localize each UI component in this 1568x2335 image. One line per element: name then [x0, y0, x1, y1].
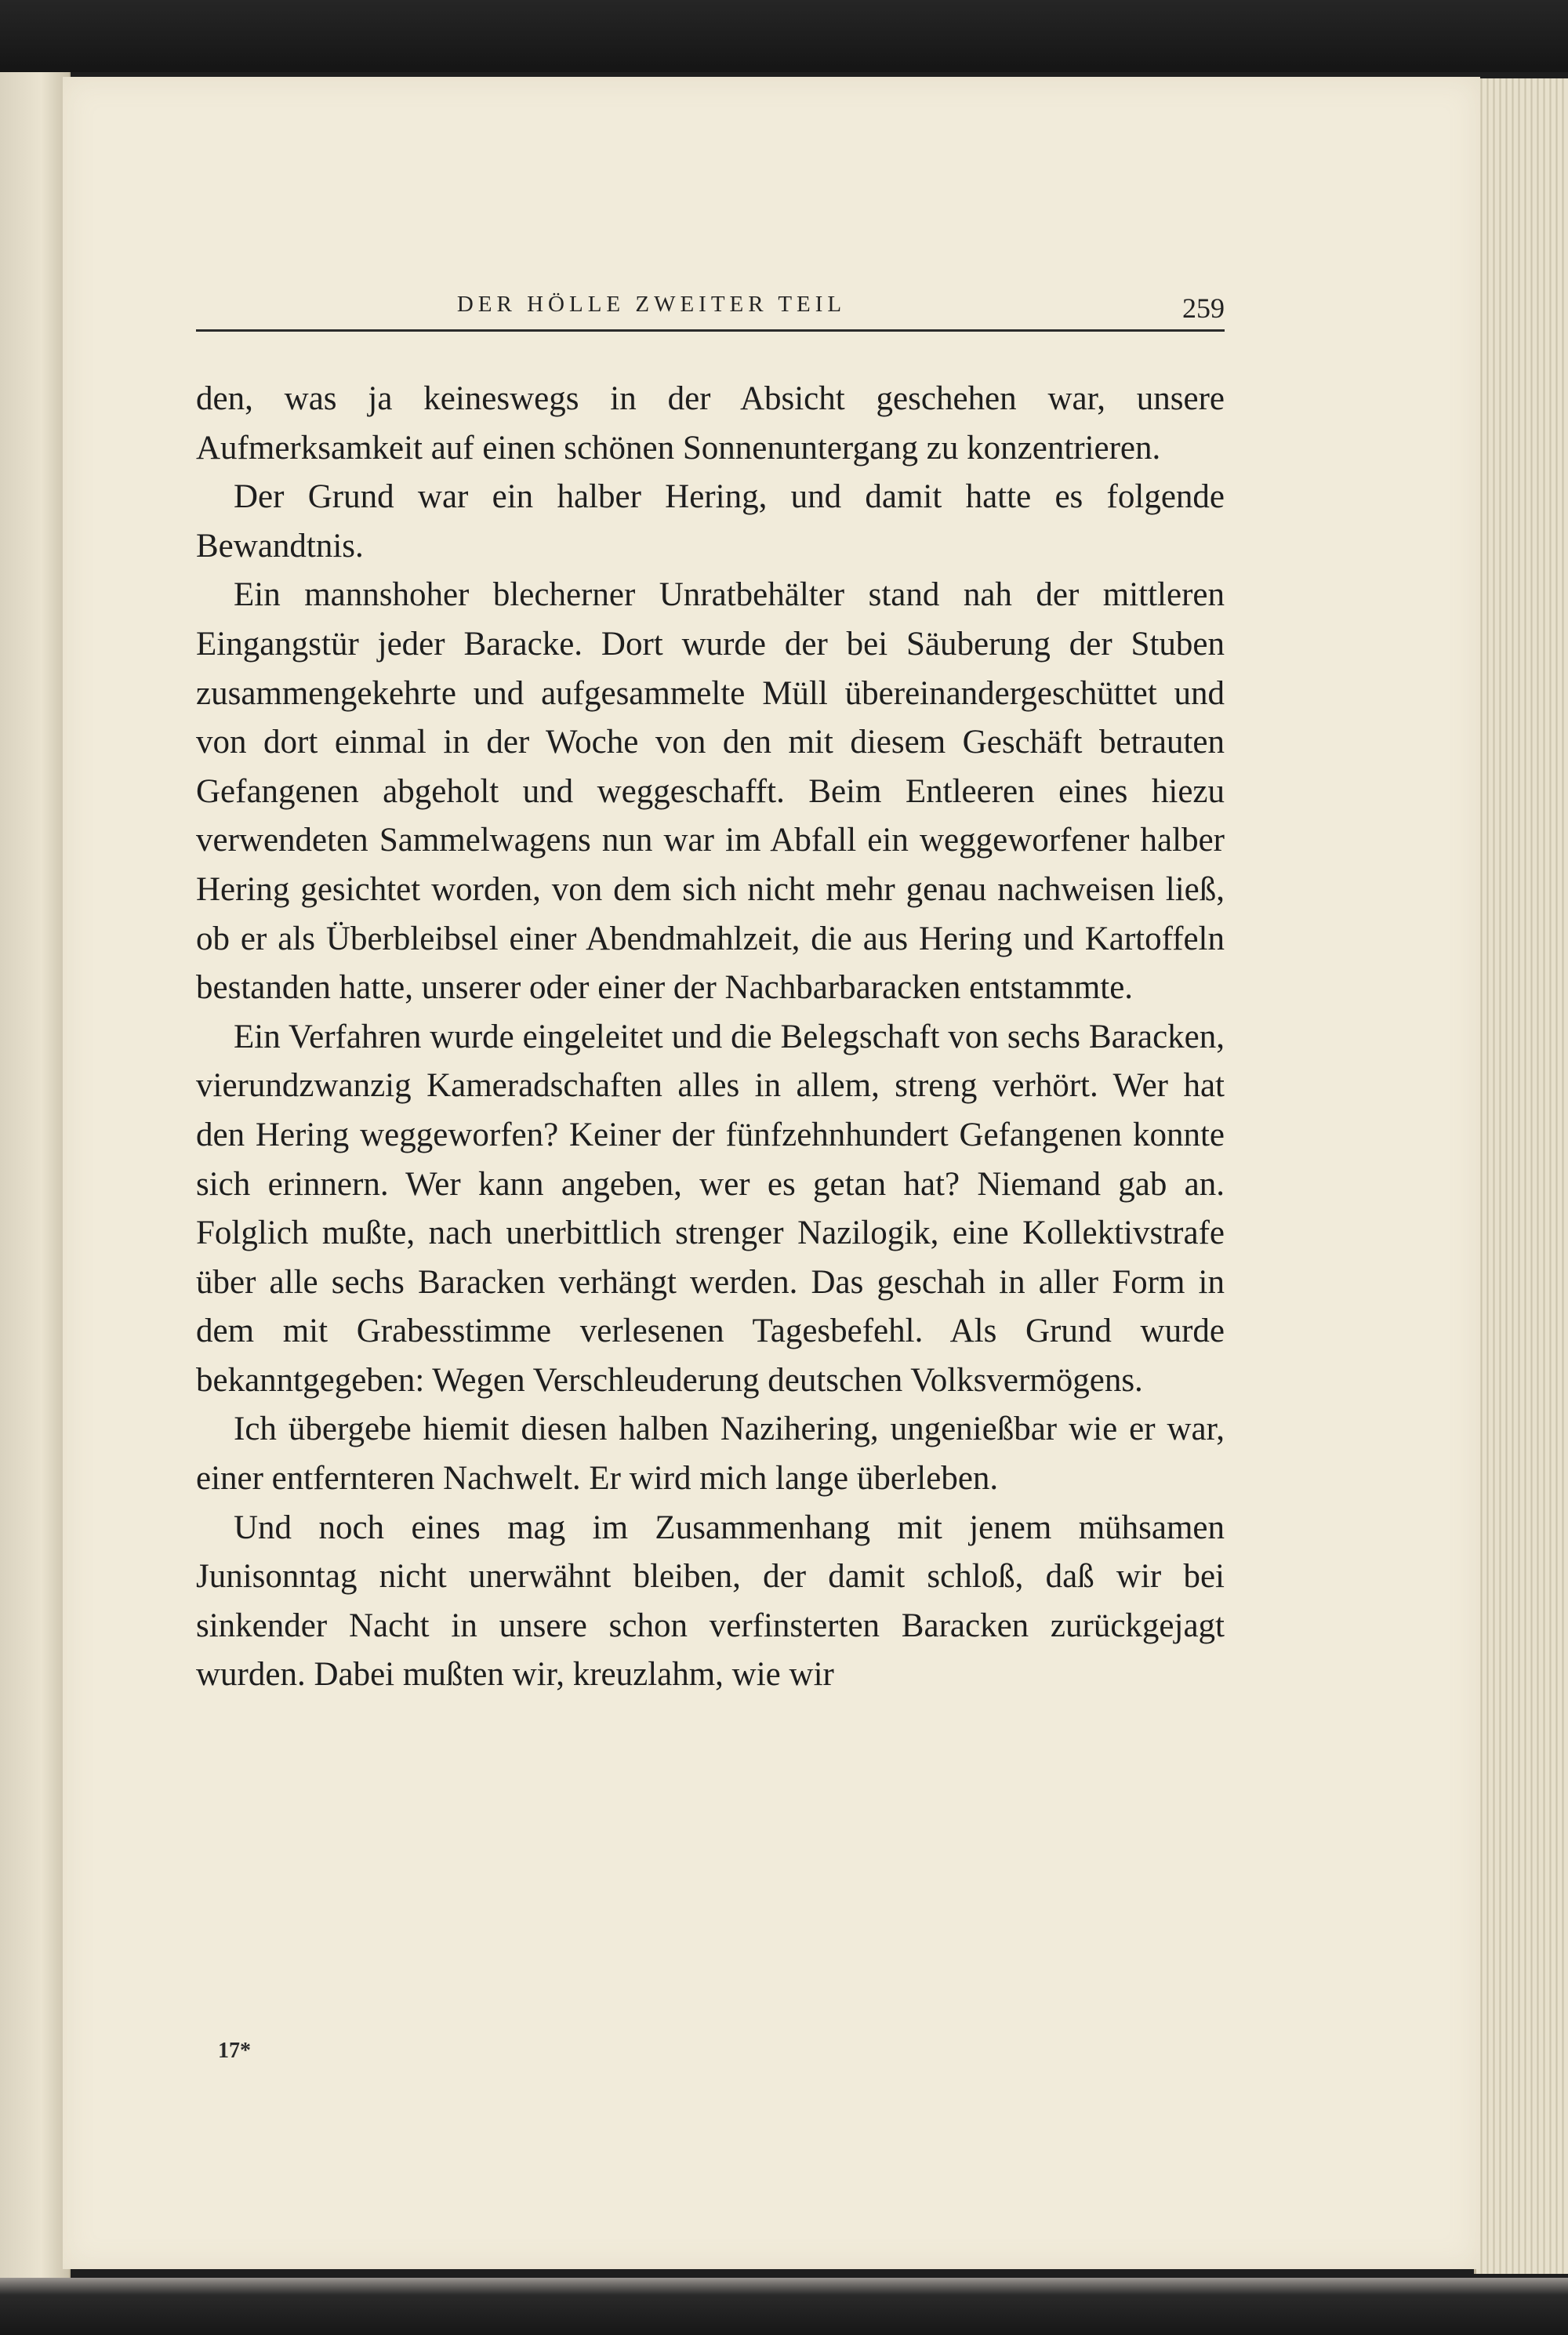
- body-text: [196, 375, 1225, 1700]
- left-page-stack: [0, 72, 71, 2279]
- paragraph: Der Grund war ein halber Hering, und damit hatte es folgende Bewandtnis.: [196, 478, 1225, 565]
- right-page-edges: [1474, 78, 1568, 2274]
- page-number: 259: [1182, 292, 1225, 324]
- running-title: DER HÖLLE ZWEITER TEIL: [456, 292, 847, 317]
- paragraph: Ich übergebe hiemit diesen halben Nazihering, ungenießbar wie er war, einer entfernteren Nachwelt. Er wird mich lange überleben.: [196, 1411, 1225, 1498]
- signature-mark: 17*: [218, 2039, 251, 2063]
- scanner-background-bottom: [0, 2278, 1568, 2335]
- scanner-background-top: [0, 0, 1568, 72]
- paragraph: Ein Verfahren wurde eingeleitet und die Belegschaft von sechs Baracken, vierundzwanzig Kameradschaften alles in allem, streng verhört. Wer hat den Hering weggeworfen? Keiner der fünfzehnhundert Gefangenen konnte sich erinnern. Wer kann angeben, wer es getan hat? Niemand gab an. Folglich mußte, nach unerbittlich strenger Nazilogik, eine Kollektivstrafe über alle sechs Baracken verhängt werden. Das geschah in aller Form in dem mit Grabesstimme verlesenen Tagesbefehl. Als Grund wurde bekanntgegeben: Wegen Verschleuderung deutschen Volksvermögens.: [196, 1018, 1225, 1399]
- paragraph: Ein mannshoher blecherner Unratbehälter stand nah der mittleren Eingangstür jeder Baracke. Dort wurde der bei Säuberung der Stuben zusammengekehrte und aufgesammelte Müll übereinandergeschüttet und von dort einmal in der Woche von den mit diesem Geschäft betrauten Gefangenen abgeholt und weggeschafft. Beim Entleeren eines hiezu verwendeten Sammelwagens nun war im Abfall ein weggeworfener halber Hering gesichtet worden, von dem sich nicht mehr genau nachweisen ließ, ob er als Überbleibsel einer Abendmahlzeit, die aus Hering und Kartoffeln bestanden hatte, unserer oder einer der Nachbarbaracken entstammte.: [196, 576, 1225, 1007]
- paragraph: den, was ja keineswegs in der Absicht geschehen war, unsere Aufmerksamkeit auf einen schönen Sonnenuntergang zu konzentrieren.: [196, 380, 1225, 467]
- running-head: [196, 289, 1225, 332]
- paragraph: Und noch eines mag im Zusammenhang mit jenem mühsamen Junisonntag nicht unerwähnt bleiben, der damit schloß, daß wir bei sinkender Nacht in unsere schon verfinsterten Baracken zurückgejagt wurden. Dabei mußten wir, kreuzlahm, wie wir: [196, 1509, 1225, 1694]
